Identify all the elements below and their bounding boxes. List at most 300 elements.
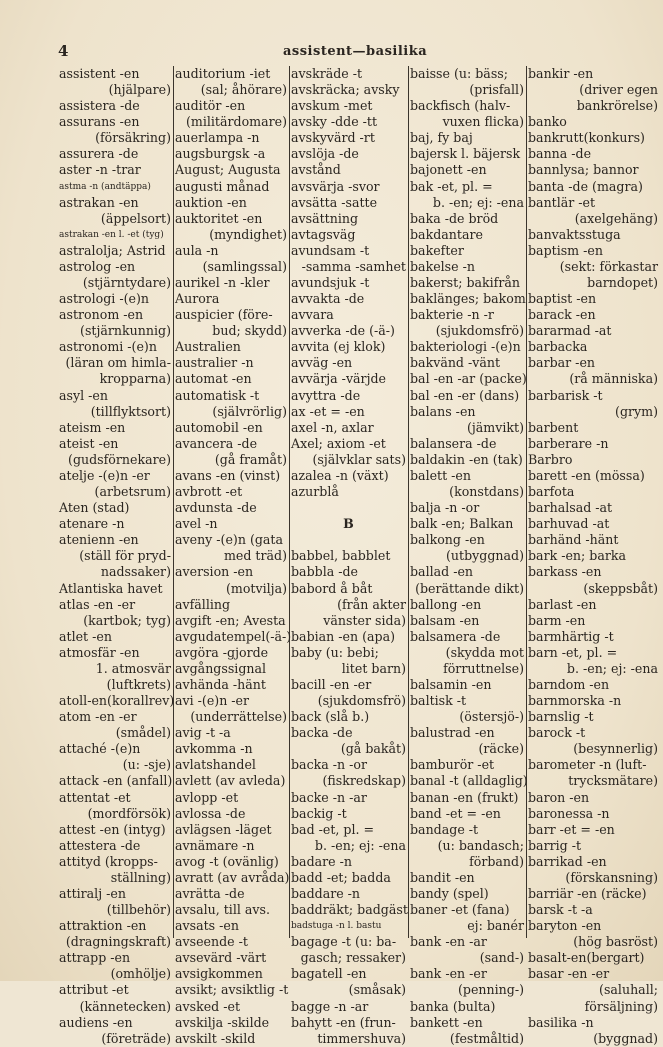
dictionary-entry-line: bak -et, pl. = — [410, 178, 493, 194]
dictionary-entry-line: (mordförsök) — [87, 805, 171, 821]
dictionary-entry-line: bandit -en — [410, 869, 475, 885]
dictionary-entry-line: avvita (ej klok) — [291, 339, 386, 355]
dictionary-entry-line: bagatell -en — [291, 966, 367, 982]
dictionary-entry-line: bagge -n -ar — [291, 998, 369, 1014]
dictionary-entry-line: avsats -en — [175, 918, 239, 934]
dictionary-entry-line: (luftkrets) — [106, 676, 171, 692]
dictionary-entry-line: barfota — [528, 484, 575, 500]
dictionary-entry-line: atelje -(e)n -er — [59, 467, 150, 483]
dictionary-entry-line: avlopp -et — [175, 789, 239, 805]
dictionary-entry-line: barlast -en — [528, 596, 597, 612]
dictionary-entry-line: (självrörlig) — [212, 403, 287, 419]
dictionary-entry-line: barrig -t — [528, 837, 582, 853]
dictionary-entry-line: (stjärnkunnig) — [80, 323, 171, 339]
dictionary-entry-line: asyl -en — [59, 387, 108, 403]
dictionary-entry-line: (företräde) — [101, 1030, 171, 1046]
dictionary-entry-line: avhända -hänt — [175, 676, 266, 692]
page-number: 4 — [58, 42, 69, 60]
dictionary-entry-line: Aurora — [175, 291, 220, 307]
dictionary-entry-line: bal -en -er (dans) — [410, 387, 520, 403]
dictionary-entry-line: bakteriologi -(e)n — [410, 339, 521, 355]
dictionary-entry-line: avsalu, till avs. — [175, 902, 270, 918]
dictionary-entry-line: bajonett -en — [410, 162, 487, 178]
dictionary-entry-line: (självklar sats) — [312, 451, 406, 467]
dictionary-entry-line: astrakan -en — [59, 194, 139, 210]
dictionary-entry-line: attrapp -en — [59, 950, 131, 966]
dictionary-entry-line: (saluhall; — [599, 982, 658, 998]
dictionary-entry-line: avgångssignal — [175, 660, 267, 676]
dictionary-entry-line: bandy (spel) — [410, 885, 489, 901]
dictionary-entry-line: bakerst; bakifrån — [410, 275, 520, 291]
dictionary-entry-line: backfisch (halv- — [410, 98, 511, 114]
dictionary-entry-line: (gå framåt) — [214, 451, 287, 467]
dictionary-entry-line: avratt (av avråda) — [175, 869, 290, 885]
dictionary-entry-line: -samma -samhet — [301, 258, 406, 274]
dictionary-entry-line: barack -en — [528, 307, 596, 323]
dictionary-entry-line: avskräcka; avsky — [291, 82, 400, 98]
dictionary-entry-line: baddräkt; badgäst — [291, 902, 408, 918]
dictionary-entry-line: barndopet) — [587, 275, 658, 291]
dictionary-entry-line: förband) — [469, 853, 524, 869]
dictionary-entry-line: assurans -en — [59, 114, 140, 130]
dictionary-entry-line: (tillbehör) — [106, 902, 171, 918]
dictionary-entry-line: barm -en — [528, 612, 586, 628]
dictionary-entry-line: med träd) — [223, 548, 287, 564]
dictionary-entry-line: bank -en -er — [410, 966, 487, 982]
dictionary-entry-line: (ställ för pryd- — [79, 548, 171, 564]
dictionary-entry-line: bud; skydd) — [212, 323, 287, 339]
dictionary-entry-line: timmershuva) — [317, 1030, 406, 1046]
dictionary-entry-line: bamburör -et — [410, 757, 495, 773]
dictionary-entry-line: (stjärntydare) — [82, 275, 171, 291]
dictionary-entry-line: bagage -t (u: ba- — [291, 934, 397, 950]
dictionary-entry-line: aurikel -n -kler — [175, 275, 270, 291]
dictionary-entry-line: (hög basröst) — [573, 934, 658, 950]
dictionary-entry-line: b. -en; ej: -ena — [566, 660, 658, 676]
dictionary-entry-line: avskräde -t — [291, 66, 363, 81]
dictionary-entry-line: barnslig -t — [528, 709, 594, 725]
dictionary-entry-line: bannlysa; bannor — [528, 162, 639, 178]
dictionary-entry-line: (byggnad) — [593, 1030, 658, 1046]
dictionary-entry-line: augsburgsk -a — [175, 146, 266, 162]
dictionary-entry-line: attack -en (anfall) — [59, 773, 173, 789]
dictionary-entry-line: (gudsförnekare) — [68, 451, 171, 467]
dictionary-entry-line: auerlampa -n — [175, 130, 260, 146]
dictionary-entry-line: (dragningskraft) — [65, 934, 171, 950]
dictionary-entry-line: avskum -met — [291, 98, 373, 114]
dictionary-entry-line: barock -t — [528, 725, 586, 741]
dictionary-entry-line: baryton -en — [528, 918, 602, 934]
dictionary-entry-line: barhänd -hänt — [528, 532, 619, 548]
dictionary-entry-line: förruttnelse) — [443, 660, 524, 676]
dictionary-entry-line: avdunsta -de — [175, 500, 257, 516]
dictionary-entry-line: (myndighet) — [209, 226, 287, 242]
dictionary-entry-line: (äppelsort) — [100, 210, 171, 226]
entry-column-2 — [174, 66, 292, 1046]
dictionary-entry-line: barhuvad -at — [528, 516, 610, 532]
dictionary-entry-line — [291, 532, 406, 548]
dictionary-entry-line: ställning) — [110, 869, 171, 885]
dictionary-entry-line: bakterie -n -r — [410, 307, 494, 323]
dictionary-entry-line: barr -et = -en — [528, 821, 615, 837]
dictionary-entry-line: astrolog -en — [59, 258, 136, 274]
dictionary-entry-line: avvara — [291, 307, 334, 323]
dictionary-entry-line: ballong -en — [410, 596, 482, 612]
dictionary-entry-line: Australien — [175, 339, 241, 355]
dictionary-entry-line: attiralj -en — [59, 885, 126, 901]
dictionary-entry-line: barriär -en (räcke) — [528, 885, 647, 901]
dictionary-entry-line: (arbetsrum) — [94, 484, 171, 500]
dictionary-entry-line: bankrutt(konkurs) — [528, 130, 645, 146]
dictionary-entry-line: vänster sida) — [323, 612, 406, 628]
dictionary-entry-line: attest -en (intyg) — [59, 821, 166, 837]
dictionary-entry-line: (besynnerlig) — [573, 741, 658, 757]
dictionary-entry-line: (motvilja) — [226, 580, 287, 596]
dictionary-entry-line: badare -n — [291, 853, 352, 869]
dictionary-entry-line: August; Augusta — [175, 162, 281, 178]
dictionary-entry-line: kropparna) — [99, 371, 171, 387]
dictionary-entry-line: backe -n -ar — [291, 789, 367, 805]
dictionary-entry-line: avfälling — [175, 596, 231, 612]
dictionary-entry-line: avundsam -t — [291, 242, 370, 258]
dictionary-entry-line: bank -en -ar — [410, 934, 487, 950]
dictionary-entry-line: banka (bulta) — [410, 998, 496, 1014]
dictionary-entry-line: avancera -de — [175, 435, 258, 451]
dictionary-entry-line: (u: -sje) — [122, 757, 171, 773]
dictionary-entry-line: attribut -et — [59, 982, 129, 998]
dictionary-entry-line: avsvärja -svor — [291, 178, 380, 194]
dictionary-entry-line: baka -de bröd — [410, 210, 499, 226]
dictionary-entry-line: bark -en; barka — [528, 548, 627, 564]
dictionary-entry-line: avsikt; avsiktlig -t — [175, 982, 289, 998]
dictionary-entry-line: barbarisk -t — [528, 387, 603, 403]
dictionary-entry-line: azalea -n (växt) — [291, 467, 389, 483]
dictionary-entry-line: barbacka — [528, 339, 588, 355]
dictionary-entry-line: atoll-en(korallrev) — [59, 693, 175, 709]
dictionary-entry-line: vuxen flicka) — [442, 114, 524, 130]
dictionary-entry-line: avsätta -satte — [291, 194, 378, 210]
dictionary-entry-line: (driver egen — [579, 82, 658, 98]
dictionary-entry-line: (från akter — [337, 596, 406, 612]
dictionary-entry-line: assistent -en — [59, 66, 140, 81]
dictionary-entry-line: (sand-) — [479, 950, 524, 966]
page-header — [58, 40, 658, 62]
dictionary-entry-line: ballad -en — [410, 564, 474, 580]
dictionary-entry-line: (läran om himla- — [65, 355, 171, 371]
dictionary-entry-line: avseende -t — [175, 934, 248, 950]
dictionary-entry-line: automat -en — [175, 371, 252, 387]
dictionary-entry-line: (axelgehäng) — [574, 210, 658, 226]
dictionary-entry-line: (jämvikt) — [466, 419, 524, 435]
dictionary-entry-line: (u: bandasch; — [437, 837, 524, 853]
dictionary-entry-line: band -et = -en — [410, 805, 501, 821]
dictionary-entry-line: (försäkring) — [95, 130, 171, 146]
entry-column-4 — [409, 66, 528, 1046]
dictionary-entry-line: baron -en — [528, 789, 590, 805]
dictionary-entry-line: assistera -de — [59, 98, 140, 114]
dictionary-entry-line: balustrad -en — [410, 725, 495, 741]
dictionary-entry-line: Atlantiska havet — [59, 580, 163, 596]
dictionary-entry-line: badstuga -n l. bastu — [291, 921, 382, 932]
dictionary-entry-line: (småsak) — [348, 982, 406, 998]
dictionary-entry-line: avig -t -a — [175, 725, 231, 741]
dictionary-entry-line: (sekt: förkastar — [559, 258, 658, 274]
dictionary-entry-line: avskyvärd -rt — [291, 130, 375, 146]
dictionary-entry-line: attestera -de — [59, 837, 141, 853]
dictionary-entry-line: barmhärtig -t — [528, 628, 614, 644]
dictionary-entry-line: avans -en (vinst) — [175, 467, 281, 483]
dictionary-entry-line: barberare -n — [528, 435, 609, 451]
dictionary-entry-line: barn -et, pl. = — [528, 644, 618, 660]
dictionary-entry-line: bad -et, pl. = — [291, 821, 375, 837]
dictionary-entry-line: atenare -n — [59, 516, 125, 532]
dictionary-entry-line: attentat -et — [59, 789, 131, 805]
dictionary-entry-line: baptist -en — [528, 291, 597, 307]
dictionary-entry-line: baronessa -n — [528, 805, 610, 821]
dictionary-entry-line: assurera -de — [59, 146, 139, 162]
dictionary-entry-line: automobil -en — [175, 419, 263, 435]
dictionary-entry-line: aversion -en — [175, 564, 254, 580]
dictionary-entry-line: balsamera -de — [410, 628, 501, 644]
dictionary-entry-line: (festmåltid) — [449, 1030, 524, 1046]
dictionary-entry-line: avlägsen -läget — [175, 821, 272, 837]
dictionary-entry-line: barkass -en — [528, 564, 602, 580]
dictionary-entry-line: basar -en -er — [528, 966, 610, 982]
dictionary-entry-line — [291, 500, 406, 516]
dictionary-entry-line: (skeppsbåt) — [583, 580, 658, 596]
dictionary-entry-line: barbar -en — [528, 355, 596, 371]
dictionary-entry-line: auktoritet -en — [175, 210, 263, 226]
dictionary-entry-line: babord å båt — [291, 580, 373, 596]
dictionary-entry-line: balansera -de — [410, 435, 497, 451]
dictionary-entry-line: (konstdans) — [449, 484, 524, 500]
dictionary-entry-line: astralolja; Astrid — [59, 242, 166, 258]
dictionary-entry-line: australier -n — [175, 355, 254, 371]
dictionary-entry-line: (smådel) — [115, 725, 171, 741]
dictionary-entry-line: avgift -en; Avesta — [175, 612, 286, 628]
dictionary-entry-line: avbrott -et — [175, 484, 243, 500]
dictionary-entry-line: avundsjuk -t — [291, 275, 370, 291]
dictionary-entry-line: Aten (stad) — [59, 500, 130, 516]
dictionary-entry-line: baldakin -en (tak) — [410, 451, 523, 467]
dictionary-entry-line: bajersk l. bäjersk — [410, 146, 521, 162]
dictionary-entry-line: (sjukdomsfrö) — [435, 323, 524, 339]
dictionary-entry-line: atenienn -en — [59, 532, 139, 548]
section-letter: B — [343, 516, 354, 532]
dictionary-entry-line: baby (u: bebi; — [291, 644, 379, 660]
dictionary-entry-line: basilika -n — [528, 1014, 594, 1030]
dictionary-entry-line: attaché -(e)n — [59, 741, 141, 757]
dictionary-entry-line: avrätta -de — [175, 885, 245, 901]
dictionary-entry-line: nadssaker) — [100, 564, 171, 580]
dictionary-entry-line: avnämare -n — [175, 837, 255, 853]
dictionary-entry-line: bakelse -n — [410, 258, 475, 274]
dictionary-entry-line: banko — [528, 114, 567, 130]
dictionary-entry-line: atmosfär -en — [59, 644, 140, 660]
dictionary-entry-line: bantlär -et — [528, 194, 596, 210]
dictionary-entry-line: b. -en; ej: -ena — [432, 194, 524, 210]
dictionary-entry-line: (räcke) — [478, 741, 524, 757]
dictionary-entry-line: (kännetecken) — [79, 998, 171, 1014]
dictionary-entry-line: baisse (u: bäss; — [410, 66, 508, 81]
dictionary-entry-line: astma -n (andtäppa) — [59, 181, 151, 192]
dictionary-entry-line: ax -et = -en — [291, 403, 365, 419]
dictionary-entry-line: banan -en (frukt) — [410, 789, 519, 805]
dictionary-entry-line: back (slå b.) — [291, 709, 370, 725]
dictionary-entry-line: (hjälpare) — [108, 82, 171, 98]
dictionary-entry-line: avlossa -de — [175, 805, 246, 821]
dictionary-entry-line: bankett -en — [410, 1014, 483, 1030]
dictionary-entry-line: attityd (kropps- — [59, 853, 158, 869]
dictionary-entry-line: atom -en -er — [59, 709, 137, 725]
dictionary-entry-line: (rå människa) — [569, 371, 658, 387]
dictionary-entry-line: balsamin -en — [410, 676, 492, 692]
entry-column-3 — [290, 66, 409, 1046]
dictionary-entry-line: (östersjö-) — [459, 709, 524, 725]
dictionary-entry-line: azurblå — [291, 484, 339, 500]
dictionary-entry-line: barhalsad -at — [528, 500, 613, 516]
dictionary-entry-line: (samlingssal) — [202, 258, 287, 274]
dictionary-entry-line: baptism -en — [528, 242, 603, 258]
dictionary-entry-line: avyttra -de — [291, 387, 361, 403]
dictionary-entry-line: (förskansning) — [565, 869, 658, 885]
dictionary-entry-line: b. -en; ej: -ena — [314, 837, 406, 853]
dictionary-entry-line: barett -en (mössa) — [528, 467, 645, 483]
dictionary-entry-line: (militärdomare) — [185, 114, 287, 130]
dictionary-entry-line: auspicier (före- — [175, 307, 273, 323]
dictionary-entry-line: astronomi -(e)n — [59, 339, 157, 355]
dictionary-entry-line: (omhölje) — [110, 966, 171, 982]
dictionary-entry-line: avtagsväg — [291, 226, 356, 242]
dictionary-entry-line: badd -et; badda — [291, 869, 391, 885]
dictionary-entry-line: backig -t — [291, 805, 347, 821]
dictionary-entry-line: (grym) — [615, 403, 658, 419]
dictionary-entry-line: avslöja -de — [291, 146, 359, 162]
dictionary-entry-line: aveny -(e)n (gata — [175, 532, 284, 548]
dictionary-entry-line: aula -n — [175, 242, 219, 258]
dictionary-entry-line: avväg -en — [291, 355, 353, 371]
dictionary-entry-line: (underrättelse) — [190, 709, 287, 725]
dictionary-entry-line: babbla -de — [291, 564, 359, 580]
dictionary-entry-line: attraktion -en — [59, 918, 147, 934]
dictionary-entry-line: (skydda mot — [445, 644, 524, 660]
dictionary-entry-line: bandage -t — [410, 821, 479, 837]
dictionary-entry-line: ateist -en — [59, 435, 119, 451]
dictionary-entry-line: barsk -t -a — [528, 902, 593, 918]
dictionary-entry-line: (kartbok; tyg) — [83, 612, 171, 628]
dictionary-entry-line: ateism -en — [59, 419, 126, 435]
dictionary-entry-line: avsigkommen — [175, 966, 263, 982]
dictionary-entry-line: litet barn) — [341, 660, 406, 676]
dictionary-entry-line: basalt-en(bergart) — [528, 950, 645, 966]
dictionary-entry-line: baltisk -t — [410, 693, 467, 709]
dictionary-entry-line: bacill -en -er — [291, 676, 372, 692]
entry-column-5 — [527, 66, 660, 1046]
dictionary-entry-line: (fiskredskap) — [322, 773, 406, 789]
dictionary-entry-line: bahytt -en (frun- — [291, 1014, 396, 1030]
dictionary-entry-line: aster -n -trar — [59, 162, 141, 178]
dictionary-entry-line: baner -et (fana) — [410, 902, 510, 918]
dictionary-entry-line: avel -n — [175, 516, 218, 532]
dictionary-entry-line: ej: banér — [467, 918, 524, 934]
dictionary-entry-line: atlet -en — [59, 628, 112, 644]
dictionary-entry-line: baklänges; bakom — [410, 291, 526, 307]
dictionary-entry-line: bakdantare — [410, 226, 483, 242]
dictionary-entry-line: avskilt -skild — [175, 1030, 256, 1046]
dictionary-entry-line: barbent — [528, 419, 579, 435]
dictionary-entry-line: balkong -en — [410, 532, 485, 548]
dictionary-entry-line: (utbyggnad) — [446, 548, 524, 564]
dictionary-entry-line: baddare -n — [291, 885, 361, 901]
dictionary-entry-line: avsky -dde -tt — [291, 114, 378, 130]
running-head: assistent—basilika — [283, 44, 428, 59]
dictionary-entry-line: avstånd — [291, 162, 341, 178]
dictionary-entry-line: banvaktsstuga — [528, 226, 621, 242]
dictionary-entry-line: barnmorska -n — [528, 693, 622, 709]
dictionary-entry-line: bararmad -at — [528, 323, 612, 339]
dictionary-entry-line: (sjukdomsfrö) — [317, 693, 406, 709]
dictionary-entry-line: Barbro — [528, 451, 573, 467]
dictionary-entry-line: auditorium -iet — [175, 66, 271, 81]
dictionary-entry-line: barndom -en — [528, 676, 610, 692]
dictionary-entry-line: avsked -et — [175, 998, 241, 1014]
dictionary-entry-line: astronom -en — [59, 307, 144, 323]
dictionary-entry-line: backa -de — [291, 725, 353, 741]
dictionary-entry-line: auditör -en — [175, 98, 246, 114]
dictionary-entry-line: balans -en — [410, 403, 476, 419]
entry-columns — [58, 66, 660, 1046]
dictionary-entry-line: auktion -en — [175, 194, 247, 210]
dictionary-entry-line: avvärja -värjde — [291, 371, 387, 387]
dictionary-entry-line: Axel; axiom -et — [291, 435, 386, 451]
dictionary-entry-line: bakvänd -vänt — [410, 355, 501, 371]
dictionary-entry-line: avverka -de (-ä-) — [291, 323, 395, 339]
dictionary-entry-line: barometer -n (luft- — [528, 757, 647, 773]
dictionary-entry-line: trycksmätare) — [568, 773, 658, 789]
dictionary-entry-line: (tillflyktsort) — [90, 403, 171, 419]
dictionary-entry-line: avgudatempel(-ä-) — [175, 628, 292, 644]
dictionary-entry-line: augusti månad — [175, 178, 270, 194]
dictionary-entry-line: avgöra -gjorde — [175, 644, 269, 660]
dictionary-entry-line: avsevärd -värt — [175, 950, 267, 966]
dictionary-entry-line: banal -t (alldaglig) — [410, 773, 528, 789]
dictionary-entry-line: backa -n -or — [291, 757, 367, 773]
dictionary-entry-line: balsam -en — [410, 612, 480, 628]
dictionary-entry-line: audiens -en — [59, 1014, 133, 1030]
dictionary-entry-line: balja -n -or — [410, 500, 480, 516]
dictionary-entry-line: astrakan -en l. -et (tyg) — [59, 229, 164, 240]
dictionary-entry-line: bal -en -ar (packe) — [410, 371, 527, 387]
entry-column-1 — [58, 66, 175, 1046]
dictionary-entry-line: avsättning — [291, 210, 359, 226]
dictionary-entry-line: avi -(e)n -er — [175, 693, 250, 709]
dictionary-entry-line: balk -en; Balkan — [410, 516, 514, 532]
dictionary-entry-line: atlas -en -er — [59, 596, 136, 612]
dictionary-entry-line: 1. atmosvär — [95, 660, 171, 676]
dictionary-entry-line: avvakta -de — [291, 291, 365, 307]
dictionary-entry-line: (berättande dikt) — [415, 580, 524, 596]
dictionary-entry-line: babian -en (apa) — [291, 628, 396, 644]
dictionary-entry-line: (penning-) — [457, 982, 524, 998]
dictionary-entry-line: balett -en — [410, 467, 471, 483]
dictionary-entry-line: avlett (av avleda) — [175, 773, 286, 789]
dictionary-entry-line: axel -n, axlar — [291, 419, 374, 435]
dictionary-entry-line: avkomma -n — [175, 741, 253, 757]
dictionary-entry-line: avskilja -skilde — [175, 1014, 270, 1030]
dictionary-entry-line: banta -de (magra) — [528, 178, 643, 194]
dictionary-entry-line: astrologi -(e)n — [59, 291, 149, 307]
dictionary-entry-line: barrikad -en — [528, 853, 607, 869]
